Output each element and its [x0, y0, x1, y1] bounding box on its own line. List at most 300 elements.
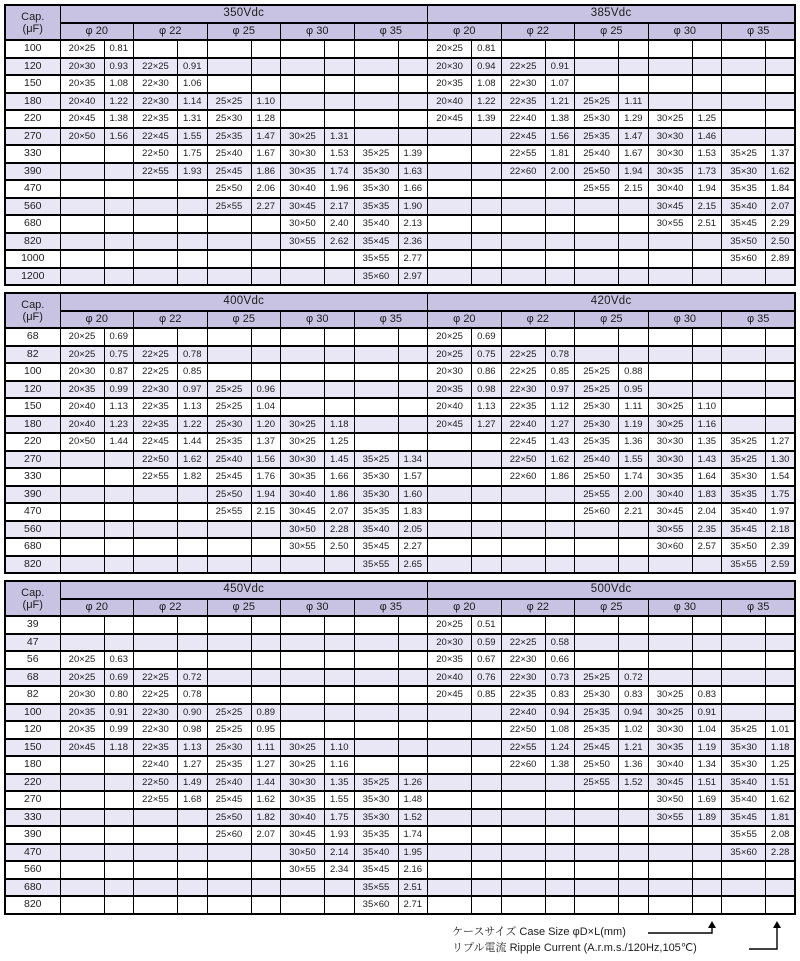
case-size-cell: 20×40: [60, 93, 104, 111]
ripple-cell: [398, 739, 428, 757]
ripple-cell: [178, 879, 208, 897]
case-size-cell: [281, 651, 325, 669]
case-size-cell: [575, 521, 619, 539]
ripple-cell: [472, 844, 502, 862]
ripple-cell: 0.91: [692, 704, 722, 722]
case-size-cell: [428, 721, 472, 739]
ripple-cell: [692, 879, 722, 897]
case-size-cell: 35×25: [354, 774, 398, 792]
case-size-cell: [648, 40, 692, 58]
case-size-cell: 35×35: [722, 486, 766, 504]
case-size-cell: 22×60: [501, 163, 545, 181]
case-size-cell: [722, 346, 766, 364]
case-size-cell: [501, 215, 545, 233]
cap-cell: 220: [5, 774, 60, 792]
diameter-header: φ 20: [428, 311, 502, 329]
voltage-header-left: 400Vdc: [60, 293, 428, 311]
ripple-cell: 2.50: [325, 538, 355, 556]
ripple-cell: 1.30: [766, 451, 796, 469]
case-size-cell: 25×40: [575, 145, 619, 163]
ripple-cell: 1.26: [398, 774, 428, 792]
diameter-header-row: [5, 599, 795, 617]
case-size-cell: 25×35: [575, 721, 619, 739]
spec-row: [5, 93, 795, 111]
ripple-cell: [692, 634, 722, 652]
case-size-cell: 35×40: [722, 198, 766, 216]
ripple-cell: [619, 346, 649, 364]
case-size-cell: [722, 363, 766, 381]
legend-case-size-text: ケースサイズ Case Size φD×L(mm): [452, 925, 626, 938]
case-size-cell: [428, 145, 472, 163]
case-size-cell: 30×35: [281, 468, 325, 486]
case-size-cell: [575, 616, 619, 634]
case-size-cell: 22×50: [134, 774, 178, 792]
case-size-cell: 20×40: [428, 669, 472, 687]
case-size-cell: [60, 844, 104, 862]
ripple-cell: [325, 704, 355, 722]
case-size-cell: [575, 268, 619, 286]
case-size-cell: 35×25: [722, 145, 766, 163]
ripple-cell: [472, 704, 502, 722]
case-size-cell: [575, 861, 619, 879]
case-size-cell: [60, 163, 104, 181]
case-size-cell: 30×40: [281, 486, 325, 504]
case-size-cell: [648, 328, 692, 346]
ripple-cell: [472, 433, 502, 451]
diameter-header: φ 30: [648, 311, 722, 329]
ripple-cell: 1.62: [545, 451, 575, 469]
case-size-cell: [428, 826, 472, 844]
ripple-cell: 1.35: [692, 433, 722, 451]
case-size-cell: [60, 250, 104, 268]
legend-ripple-text: リプル電流 Ripple Current (A.r.m.s./120Hz,105℃): [452, 941, 697, 954]
ripple-cell: [325, 381, 355, 399]
ripple-cell: 2.89: [766, 250, 796, 268]
case-size-cell: 30×30: [281, 774, 325, 792]
ripple-cell: 2.06: [251, 180, 281, 198]
ripple-cell: [325, 110, 355, 128]
ripple-cell: [692, 233, 722, 251]
case-size-cell: [648, 861, 692, 879]
ripple-cell: 1.75: [178, 145, 208, 163]
ripple-cell: [766, 40, 796, 58]
case-size-cell: [207, 634, 251, 652]
case-size-cell: [722, 616, 766, 634]
spec-table-400-420: [4, 292, 796, 574]
ripple-cell: [104, 756, 134, 774]
spec-row: [5, 128, 795, 146]
ripple-cell: [104, 250, 134, 268]
ripple-cell: [251, 844, 281, 862]
case-size-cell: [354, 416, 398, 434]
case-size-cell: 25×30: [575, 110, 619, 128]
ripple-cell: [251, 328, 281, 346]
ripple-cell: [619, 844, 649, 862]
case-size-cell: 22×25: [501, 363, 545, 381]
cap-cell: 560: [5, 198, 60, 216]
ripple-cell: 1.31: [178, 110, 208, 128]
case-size-cell: 35×40: [722, 503, 766, 521]
case-size-cell: [501, 556, 545, 574]
ripple-cell: 1.13: [178, 398, 208, 416]
ripple-cell: [398, 58, 428, 76]
spec-row: [5, 250, 795, 268]
ripple-cell: 2.40: [325, 215, 355, 233]
ripple-cell: 2.27: [398, 538, 428, 556]
case-size-cell: 25×30: [575, 416, 619, 434]
case-size-cell: [354, 75, 398, 93]
case-size-cell: 30×30: [648, 721, 692, 739]
ripple-cell: [545, 809, 575, 827]
cap-cell: 120: [5, 381, 60, 399]
spec-row: [5, 669, 795, 687]
case-size-cell: 20×25: [60, 328, 104, 346]
voltage-header-row: [5, 293, 795, 311]
case-size-cell: 20×45: [60, 110, 104, 128]
ripple-cell: 0.86: [472, 363, 502, 381]
ripple-cell: [692, 616, 722, 634]
case-size-cell: [575, 809, 619, 827]
case-size-cell: 30×50: [281, 844, 325, 862]
case-size-cell: 25×50: [575, 163, 619, 181]
case-size-cell: [354, 128, 398, 146]
ripple-cell: [472, 486, 502, 504]
case-size-cell: 22×30: [134, 704, 178, 722]
case-size-cell: [207, 844, 251, 862]
case-size-cell: [428, 503, 472, 521]
ripple-cell: [692, 669, 722, 687]
spec-row: [5, 328, 795, 346]
ripple-cell: 1.62: [178, 451, 208, 469]
spec-row: [5, 110, 795, 128]
ripple-cell: 1.84: [766, 180, 796, 198]
ripple-cell: 1.07: [545, 75, 575, 93]
cap-cell: 82: [5, 346, 60, 364]
case-size-cell: [501, 268, 545, 286]
ripple-cell: [104, 268, 134, 286]
case-size-cell: [60, 215, 104, 233]
case-size-cell: 22×60: [501, 756, 545, 774]
ripple-cell: 1.04: [692, 721, 722, 739]
case-size-cell: [134, 198, 178, 216]
case-size-cell: [575, 538, 619, 556]
case-size-cell: [575, 879, 619, 897]
case-size-cell: 25×50: [207, 486, 251, 504]
ripple-cell: [766, 398, 796, 416]
case-size-cell: 20×30: [428, 58, 472, 76]
ripple-cell: 2.51: [398, 879, 428, 897]
case-size-cell: 20×40: [428, 93, 472, 111]
ripple-cell: 0.97: [178, 381, 208, 399]
ripple-cell: [398, 756, 428, 774]
case-size-cell: 20×25: [428, 328, 472, 346]
ripple-cell: [104, 616, 134, 634]
case-size-cell: [501, 861, 545, 879]
case-size-cell: [354, 398, 398, 416]
spec-row: [5, 381, 795, 399]
case-size-cell: [722, 416, 766, 434]
ripple-cell: [619, 879, 649, 897]
ripple-cell: [545, 233, 575, 251]
ripple-cell: 1.74: [619, 468, 649, 486]
case-size-cell: [354, 93, 398, 111]
ripple-cell: 1.57: [398, 468, 428, 486]
case-size-cell: 22×45: [501, 128, 545, 146]
case-size-cell: [648, 616, 692, 634]
case-size-cell: [648, 250, 692, 268]
case-size-cell: [575, 896, 619, 914]
case-size-cell: [207, 896, 251, 914]
ripple-cell: 1.08: [472, 75, 502, 93]
case-size-cell: 25×45: [207, 791, 251, 809]
ripple-cell: 1.01: [766, 721, 796, 739]
case-size-cell: [648, 634, 692, 652]
ripple-cell: 0.81: [104, 40, 134, 58]
cap-cell: 220: [5, 110, 60, 128]
diameter-header: φ 22: [134, 599, 208, 617]
ripple-cell: 0.99: [104, 381, 134, 399]
spec-row: [5, 268, 795, 286]
case-size-cell: 22×40: [501, 704, 545, 722]
case-size-cell: 25×25: [575, 93, 619, 111]
ripple-cell: 1.16: [692, 416, 722, 434]
case-size-cell: 25×50: [575, 468, 619, 486]
ripple-cell: [545, 328, 575, 346]
ripple-cell: [104, 233, 134, 251]
diameter-header: φ 30: [281, 311, 355, 329]
case-size-cell: 30×25: [648, 416, 692, 434]
case-size-cell: 22×25: [134, 346, 178, 364]
ripple-cell: 0.94: [619, 704, 649, 722]
case-size-cell: [501, 180, 545, 198]
ripple-cell: [545, 250, 575, 268]
case-size-cell: [60, 861, 104, 879]
ripple-cell: 1.18: [766, 739, 796, 757]
ripple-cell: 0.91: [178, 58, 208, 76]
case-size-cell: 20×25: [60, 651, 104, 669]
case-size-cell: 30×30: [648, 145, 692, 163]
case-size-cell: [207, 268, 251, 286]
ripple-cell: [472, 145, 502, 163]
case-size-cell: [281, 634, 325, 652]
case-size-cell: [281, 93, 325, 111]
case-size-cell: 22×50: [134, 451, 178, 469]
case-size-cell: 35×60: [722, 250, 766, 268]
case-size-cell: [281, 669, 325, 687]
case-size-cell: [207, 669, 251, 687]
ripple-cell: 0.95: [251, 721, 281, 739]
case-size-cell: [575, 826, 619, 844]
ripple-cell: 1.51: [692, 774, 722, 792]
ripple-cell: [398, 669, 428, 687]
ripple-cell: [545, 844, 575, 862]
ripple-cell: [178, 198, 208, 216]
case-size-cell: 22×55: [134, 791, 178, 809]
case-size-cell: [281, 616, 325, 634]
case-size-cell: [575, 328, 619, 346]
case-size-cell: [722, 128, 766, 146]
cap-cell: 100: [5, 363, 60, 381]
cap-cell: 330: [5, 809, 60, 827]
case-size-cell: [60, 556, 104, 574]
case-size-cell: [281, 381, 325, 399]
ripple-cell: 1.69: [692, 791, 722, 809]
case-size-cell: [134, 879, 178, 897]
case-size-cell: 35×45: [354, 861, 398, 879]
case-size-cell: 30×40: [281, 809, 325, 827]
case-size-cell: [575, 346, 619, 364]
ripple-cell: [178, 538, 208, 556]
ripple-cell: [251, 634, 281, 652]
ripple-cell: [766, 75, 796, 93]
ripple-cell: [251, 40, 281, 58]
case-size-cell: 25×55: [207, 503, 251, 521]
case-size-cell: 30×50: [648, 791, 692, 809]
case-size-cell: [281, 686, 325, 704]
ripple-cell: [472, 198, 502, 216]
case-size-cell: [134, 651, 178, 669]
cap-header: Cap. (μF): [5, 293, 60, 328]
ripple-cell: [472, 521, 502, 539]
case-size-cell: [428, 521, 472, 539]
ripple-cell: 1.44: [251, 774, 281, 792]
ripple-cell: 2.62: [325, 233, 355, 251]
case-size-cell: [648, 844, 692, 862]
case-size-cell: [648, 268, 692, 286]
ripple-cell: [545, 40, 575, 58]
ripple-cell: [472, 721, 502, 739]
diameter-header: φ 30: [648, 599, 722, 617]
case-size-cell: [648, 75, 692, 93]
ripple-cell: 2.07: [251, 826, 281, 844]
case-size-cell: [428, 791, 472, 809]
case-size-cell: [354, 756, 398, 774]
case-size-cell: 25×50: [207, 180, 251, 198]
ripple-cell: 1.48: [398, 791, 428, 809]
ripple-cell: [251, 616, 281, 634]
ripple-cell: [104, 180, 134, 198]
ripple-cell: 1.27: [766, 433, 796, 451]
case-size-cell: [722, 328, 766, 346]
ripple-cell: [251, 363, 281, 381]
ripple-cell: [545, 791, 575, 809]
ripple-cell: 1.75: [325, 809, 355, 827]
case-size-cell: 22×25: [501, 58, 545, 76]
case-size-cell: 30×35: [648, 163, 692, 181]
case-size-cell: 30×25: [281, 416, 325, 434]
ripple-cell: [104, 556, 134, 574]
ripple-cell: [398, 398, 428, 416]
diameter-header: φ 25: [575, 23, 649, 41]
voltage-header-row: [5, 5, 795, 23]
case-size-cell: 35×30: [354, 791, 398, 809]
ripple-cell: [619, 651, 649, 669]
ripple-cell: [251, 686, 281, 704]
case-size-cell: [60, 634, 104, 652]
ripple-cell: [619, 268, 649, 286]
ripple-cell: 1.51: [766, 774, 796, 792]
case-size-cell: 22×25: [134, 363, 178, 381]
ripple-cell: 1.52: [619, 774, 649, 792]
case-size-cell: [60, 468, 104, 486]
case-size-cell: [207, 75, 251, 93]
ripple-cell: 2.08: [766, 826, 796, 844]
ripple-cell: [178, 215, 208, 233]
spec-row: [5, 416, 795, 434]
ripple-cell: 2.59: [766, 556, 796, 574]
ripple-cell: 2.28: [325, 521, 355, 539]
voltage-header-row: [5, 581, 795, 599]
ripple-cell: [251, 651, 281, 669]
ripple-cell: 1.38: [104, 110, 134, 128]
ripple-cell: 1.86: [325, 486, 355, 504]
spec-row: [5, 180, 795, 198]
case-size-cell: [207, 363, 251, 381]
ripple-cell: 1.60: [398, 486, 428, 504]
ripple-cell: 1.56: [104, 128, 134, 146]
case-size-cell: 35×25: [354, 145, 398, 163]
case-size-cell: [60, 896, 104, 914]
cap-cell: 180: [5, 416, 60, 434]
case-size-cell: 30×35: [648, 468, 692, 486]
case-size-cell: 30×30: [648, 128, 692, 146]
footer-legend: [0, 921, 800, 961]
ripple-cell: [545, 879, 575, 897]
case-size-cell: [428, 233, 472, 251]
ripple-cell: [619, 556, 649, 574]
case-size-cell: 22×50: [501, 451, 545, 469]
case-size-cell: [648, 896, 692, 914]
ripple-cell: 2.97: [398, 268, 428, 286]
case-size-cell: 35×25: [722, 433, 766, 451]
ripple-cell: [692, 844, 722, 862]
diameter-header: φ 20: [60, 311, 134, 329]
case-size-cell: 20×25: [60, 669, 104, 687]
ripple-cell: 0.72: [619, 669, 649, 687]
case-size-cell: 22×30: [501, 381, 545, 399]
ripple-cell: 1.43: [692, 451, 722, 469]
case-size-cell: 30×25: [648, 398, 692, 416]
case-size-cell: [722, 398, 766, 416]
case-size-cell: 22×45: [501, 433, 545, 451]
case-size-cell: [354, 40, 398, 58]
ripple-cell: 0.78: [178, 686, 208, 704]
ripple-cell: 1.47: [251, 128, 281, 146]
ripple-cell: [178, 268, 208, 286]
spec-row: [5, 634, 795, 652]
case-size-cell: 35×40: [354, 844, 398, 862]
case-size-cell: 25×40: [207, 145, 251, 163]
ripple-cell: [472, 468, 502, 486]
case-size-cell: 22×30: [134, 381, 178, 399]
case-size-cell: 20×45: [428, 686, 472, 704]
ripple-cell: 1.24: [545, 739, 575, 757]
ripple-cell: [545, 861, 575, 879]
cap-cell: 470: [5, 503, 60, 521]
ripple-cell: 1.55: [619, 451, 649, 469]
case-size-cell: [575, 556, 619, 574]
ripple-cell: 1.13: [104, 398, 134, 416]
case-size-cell: [134, 556, 178, 574]
ripple-cell: [325, 896, 355, 914]
spec-row: [5, 215, 795, 233]
case-size-cell: 35×30: [354, 163, 398, 181]
ripple-cell: [325, 556, 355, 574]
case-size-cell: 30×30: [648, 433, 692, 451]
ripple-cell: 1.22: [104, 93, 134, 111]
ripple-cell: [619, 328, 649, 346]
case-size-cell: 30×30: [281, 451, 325, 469]
